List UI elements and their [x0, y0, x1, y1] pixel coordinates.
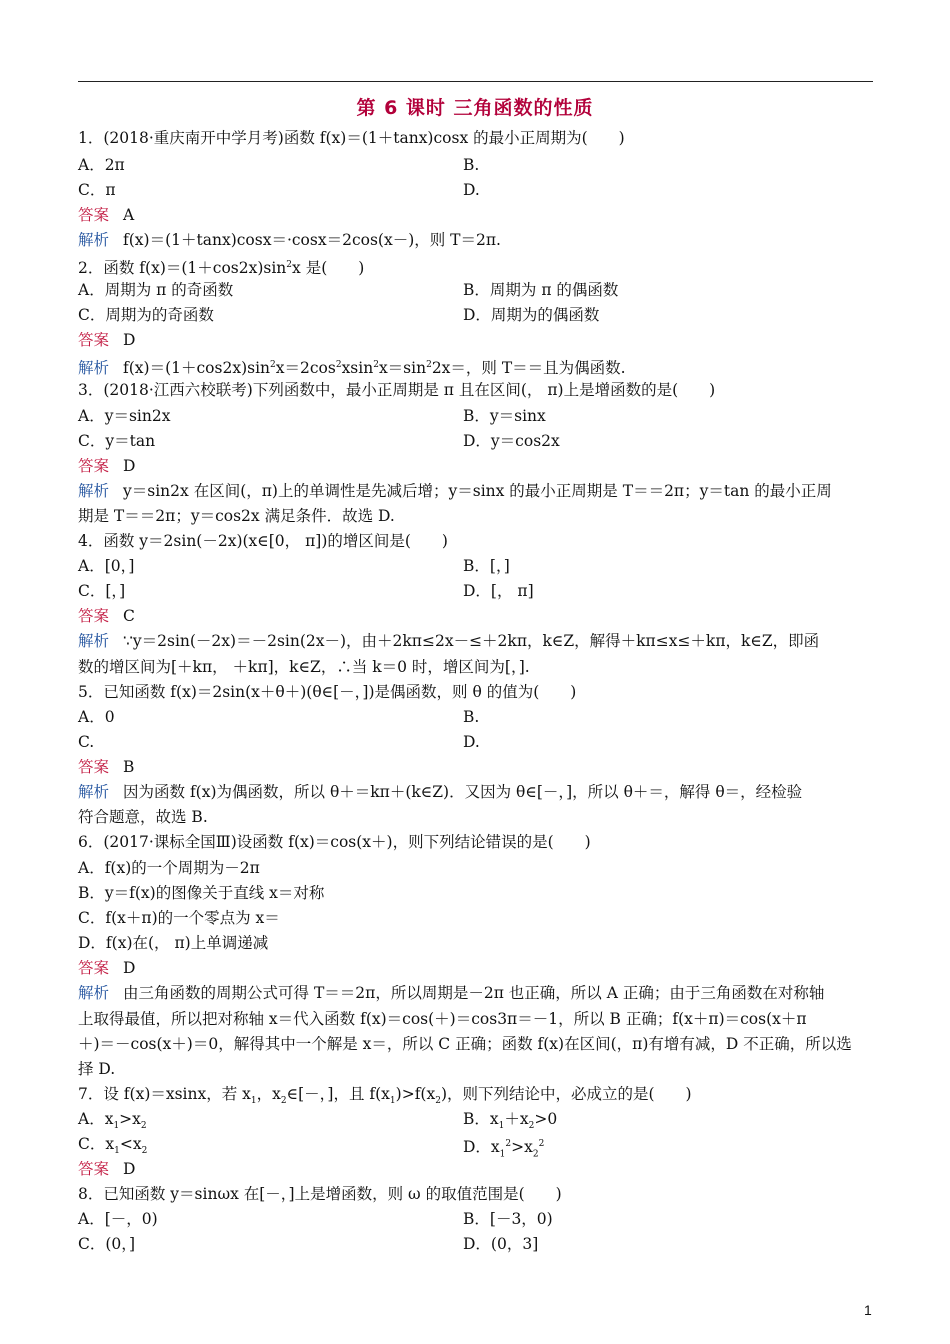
q5-option-c: C. [78, 733, 95, 751]
q7-answer [78, 1158, 135, 1180]
q8-option-c: C．(0，] [78, 1235, 136, 1253]
answer-label: 答案 [78, 758, 110, 776]
q2-option-a: A．周期为 π 的奇函数 [78, 281, 234, 299]
q4-option-c: C．[，] [78, 582, 126, 600]
q3-stem: 3．(2018·江西六校联考)下列函数中，最小正周期是 π 且在区间(， π)上是增函数的是( ) [78, 381, 716, 399]
subscript: 2 [280, 1096, 287, 1107]
subscript: 1 [498, 1121, 505, 1132]
subscript: 1 [113, 1121, 120, 1132]
q6-answer-value: D [123, 959, 136, 977]
q6-analysis-text: 由三角函数的周期公式可得 T＝＝2π，所以周期是－2π 也正确，所以 A 正确；由于三角函数在对称轴 [123, 984, 825, 1002]
subscript: 2 [528, 1121, 535, 1132]
q2-analysis-part: x＝sin [378, 359, 427, 378]
q2-option-d: D．周期为的偶函数 [463, 306, 600, 324]
q3-analysis-cont: 期是 T＝＝2π；y＝cos2x 满足条件．故选 D. [78, 507, 395, 525]
q5-analysis [78, 781, 802, 803]
q7-option-part: B．x [463, 1110, 499, 1128]
q7-stem-part: )，则下列结论中，必成立的是( ) [440, 1085, 692, 1103]
analysis-label: 解析 [78, 984, 110, 1002]
q1-analysis-text: f(x)＝(1＋tanx)cosx＝·cosx＝2cos(x－)，则 T＝2π. [123, 231, 501, 249]
q7-option-part: A．x [78, 1110, 114, 1128]
q8-option-a: A．[－，0) [78, 1210, 158, 1228]
superscript: 2 [270, 360, 276, 370]
q6-analysis-cont: 上取得最值，所以把对称轴 x＝代入函数 f(x)＝cos(＋)＝cos3π＝－1，所以 B 正确；f(x＋π)＝cos(x＋π [78, 1010, 807, 1028]
analysis-label: 解析 [78, 482, 110, 500]
q7-option-d [463, 1133, 544, 1165]
q4-answer [78, 605, 135, 627]
q2-option-b: B．周期为 π 的偶函数 [463, 281, 619, 299]
q6-analysis-cont: 择 D. [78, 1060, 116, 1078]
q7-stem-part: ，x [256, 1085, 281, 1103]
page-title: 第 6 课时 三角函数的性质 [356, 97, 594, 119]
q5-answer-value: B [123, 758, 135, 776]
q5-analysis-text: 因为函数 f(x)为偶函数，所以 θ＋＝kπ＋(k∈Z)．又因为 θ∈[－，]，所以 θ＋＝，解得 θ＝，经检验 [123, 783, 803, 801]
analysis-label: 解析 [78, 359, 110, 378]
analysis-label: 解析 [78, 632, 110, 650]
q1-analysis [78, 229, 501, 251]
q3-option-b: B．y＝sinx [463, 407, 546, 425]
q7-stem-part: 7．设 f(x)＝xsinx，若 x [78, 1085, 251, 1103]
q2-stem-part: x 是( ) [292, 259, 365, 278]
page-number: 1 [864, 1302, 872, 1318]
answer-label: 答案 [78, 607, 110, 625]
q4-option-a: A．[0，] [78, 557, 135, 575]
superscript: 2 [286, 260, 293, 270]
q8-option-d: D．(0，3] [463, 1235, 539, 1253]
q2-analysis-part: f(x)＝(1＋cos2x)sin [123, 359, 271, 378]
subscript: 1 [389, 1096, 396, 1107]
q7-stem [78, 1083, 692, 1112]
q1-option-a: A．2π [78, 156, 125, 174]
q2-analysis [78, 354, 626, 379]
q7-option-part: >0 [534, 1110, 558, 1128]
q3-option-a: A．y＝sin2x [78, 407, 171, 425]
subscript: 2 [532, 1149, 539, 1160]
answer-label: 答案 [78, 1160, 110, 1178]
subscript: 2 [140, 1121, 147, 1132]
q2-analysis-part: 2x＝，则 T＝＝且为偶函数. [431, 359, 626, 378]
q5-option-b: B. [463, 708, 480, 726]
q7-option-part: <x [119, 1135, 142, 1153]
answer-label: 答案 [78, 206, 110, 224]
q7-option-part: ＋x [504, 1110, 529, 1128]
q6-option-b: B．y＝f(x)的图像关于直线 x＝对称 [78, 884, 325, 902]
subscript: 1 [114, 1146, 120, 1157]
q8-stem: 8．已知函数 y＝sinωx 在[－，]上是增函数，则 ω 的取值范围是( ) [78, 1185, 562, 1203]
q2-answer-value: D [123, 331, 136, 349]
q3-option-d: D．y＝cos2x [463, 432, 560, 450]
q6-answer [78, 957, 135, 979]
superscript: 2 [373, 360, 379, 370]
q3-answer-value: D [123, 457, 136, 475]
q4-analysis [78, 630, 819, 652]
q7-stem-part: ∈[－，]，且 f(x [286, 1085, 390, 1103]
q3-answer [78, 455, 135, 477]
q2-stem-part: 2．函数 f(x)＝(1＋cos2x)sin [78, 259, 287, 278]
q5-answer [78, 756, 134, 778]
answer-label: 答案 [78, 457, 110, 475]
q1-stem: 1．(2018·重庆南开中学月考)函数 f(x)＝(1＋tanx)cosx 的最小正周期为( ) [78, 129, 625, 147]
q7-option-part: >x [511, 1138, 533, 1157]
q5-stem: 5．已知函数 f(x)＝2sin(x＋θ＋)(θ∈[－，])是偶函数，则 θ 的值为( ) [78, 683, 577, 701]
q7-option-part: D．x [463, 1138, 500, 1157]
q7-option-part: >x [119, 1110, 141, 1128]
header-rule [78, 81, 873, 82]
q1-option-d: D. [463, 181, 480, 199]
superscript: 2 [335, 360, 342, 370]
superscript: 2 [538, 1139, 545, 1149]
answer-label: 答案 [78, 959, 110, 977]
q5-analysis-cont: 符合题意，故选 B. [78, 808, 208, 826]
q4-option-d: D．[， π] [463, 582, 534, 600]
q5-option-a: A．0 [78, 708, 115, 726]
subscript: 2 [435, 1096, 441, 1107]
q7-stem-part: )>f(x [395, 1085, 436, 1103]
analysis-label: 解析 [78, 231, 110, 249]
answer-label: 答案 [78, 331, 110, 349]
q3-option-c: C．y＝tan [78, 432, 156, 450]
q4-answer-value: C [123, 607, 135, 625]
q3-analysis [78, 480, 832, 502]
q2-analysis-part: x＝2cos [275, 359, 336, 378]
q2-answer [78, 329, 135, 351]
q1-answer-value: A [123, 206, 135, 224]
q1-option-b: B. [463, 156, 480, 174]
q1-answer [78, 204, 134, 226]
q6-option-c: C．f(x＋π)的一个零点为 x＝ [78, 909, 280, 927]
superscript: 2 [505, 1139, 512, 1149]
q1-option-c: C．π [78, 181, 116, 199]
analysis-label: 解析 [78, 783, 110, 801]
q4-analysis-cont: 数的增区间为[＋kπ， ＋kπ]，k∈Z，∴当 k＝0 时，增区间为[，]. [78, 658, 530, 676]
q5-option-d: D. [463, 733, 480, 751]
q4-analysis-text: ∵y＝2sin(－2x)＝－2sin(2x－)，由＋2kπ≤2x－≤＋2kπ，k∈Z，解得＋kπ≤x≤＋kπ，k∈Z，即函 [123, 632, 820, 650]
q3-analysis-text: y＝sin2x 在区间(，π)上的单调性是先减后增；y＝sinx 的最小正周期是 T＝＝2π；y＝tan 的最小正周 [123, 482, 832, 500]
superscript: 2 [426, 360, 432, 370]
q6-analysis-cont: ＋)＝－cos(x＋)＝0，解得其中一个解是 x＝，所以 C 正确；函数 f(x)在区间(，π)有增有减，D 不正确，所以选 [78, 1035, 852, 1053]
q6-stem: 6．(2017·课标全国Ⅲ)设函数 f(x)＝cos(x＋)，则下列结论错误的是( ) [78, 833, 591, 851]
q2-option-c: C．周期为的奇函数 [78, 306, 214, 324]
q7-answer-value: D [123, 1160, 136, 1178]
q6-analysis [78, 982, 824, 1004]
q2-analysis-part: xsin [341, 359, 374, 378]
q7-option-part: C．x [78, 1135, 115, 1153]
subscript: 2 [141, 1146, 148, 1157]
q8-option-b: B．[－3，0) [463, 1210, 553, 1228]
q4-stem: 4．函数 y＝2sin(－2x)(x∈[0， π])的增区间是( ) [78, 532, 448, 550]
subscript: 1 [499, 1149, 506, 1160]
q6-option-a: A．f(x)的一个周期为－2π [78, 859, 260, 877]
q4-option-b: B．[，] [463, 557, 510, 575]
q2-stem [78, 254, 364, 279]
q6-option-d: D．f(x)在(， π)上单调递减 [78, 934, 269, 952]
subscript: 1 [250, 1096, 257, 1107]
